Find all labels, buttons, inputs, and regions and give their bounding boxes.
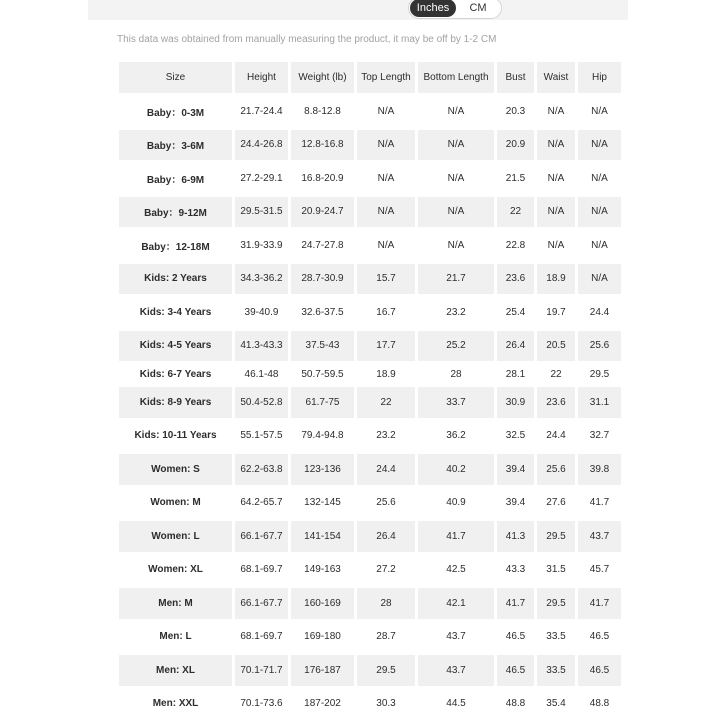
table-cell: 16.8-20.9: [291, 163, 354, 194]
size-label-cell: Men: XL: [119, 655, 232, 686]
table-cell: 25.6: [357, 488, 415, 519]
table-row: [119, 655, 621, 686]
table-cell: 22: [537, 364, 575, 384]
column-header: Top Length: [357, 62, 415, 93]
table-cell: 25.2: [418, 331, 494, 362]
table-cell: 40.2: [418, 454, 494, 485]
table-row: [119, 331, 621, 362]
table-cell: N/A: [537, 230, 575, 261]
size-label-cell: Women: M: [119, 488, 232, 519]
table-cell: 28.7-30.9: [291, 264, 354, 295]
table-cell: 27.6: [537, 488, 575, 519]
table-cell: 22: [497, 197, 534, 228]
table-cell: N/A: [537, 130, 575, 161]
table-cell: 37.5-43: [291, 331, 354, 362]
table-cell: 79.4-94.8: [291, 421, 354, 452]
table-cell: 141-154: [291, 521, 354, 552]
table-cell: 23.6: [537, 387, 575, 418]
size-label-cell: Kids: 10-11 Years: [119, 421, 232, 452]
table-row: [119, 364, 621, 384]
table-cell: 28.1: [497, 364, 534, 384]
table-cell: 24.4: [357, 454, 415, 485]
table-cell: 41.7: [578, 488, 621, 519]
size-label-cell: Baby：0-3M: [119, 96, 232, 127]
size-label-cell: Baby：12-18M: [119, 230, 232, 261]
table-cell: 32.7: [578, 421, 621, 452]
table-cell: N/A: [357, 163, 415, 194]
size-label-cell: Women: L: [119, 521, 232, 552]
table-cell: 22: [357, 387, 415, 418]
table-cell: N/A: [418, 163, 494, 194]
table-cell: 29.5: [537, 521, 575, 552]
table-cell: 28: [418, 364, 494, 384]
table-cell: 32.5: [497, 421, 534, 452]
table-cell: 12.8-16.8: [291, 130, 354, 161]
table-cell: 22.8: [497, 230, 534, 261]
table-cell: 25.4: [497, 297, 534, 328]
table-cell: 41.3-43.3: [235, 331, 288, 362]
table-row: [119, 689, 621, 717]
table-cell: 187-202: [291, 689, 354, 717]
size-label-cell: Men: L: [119, 622, 232, 653]
table-cell: 24.7-27.8: [291, 230, 354, 261]
table-cell: 64.2-65.7: [235, 488, 288, 519]
table-cell: 25.6: [537, 454, 575, 485]
table-cell: 55.1-57.5: [235, 421, 288, 452]
table-cell: 23.2: [357, 421, 415, 452]
column-header: Bottom Length: [418, 62, 494, 93]
table-cell: 43.7: [418, 622, 494, 653]
table-cell: 62.2-63.8: [235, 454, 288, 485]
table-cell: 46.5: [497, 655, 534, 686]
table-cell: 132-145: [291, 488, 354, 519]
table-row: [119, 555, 621, 586]
table-cell: 29.5: [537, 588, 575, 619]
table-cell: 8.8-12.8: [291, 96, 354, 127]
table-cell: 123-136: [291, 454, 354, 485]
table-cell: 27.2-29.1: [235, 163, 288, 194]
table-cell: N/A: [357, 96, 415, 127]
table-cell: N/A: [537, 163, 575, 194]
table-cell: 39-40.9: [235, 297, 288, 328]
table-cell: 39.8: [578, 454, 621, 485]
table-cell: 21.7-24.4: [235, 96, 288, 127]
table-cell: 41.7: [497, 588, 534, 619]
table-cell: 68.1-69.7: [235, 622, 288, 653]
table-cell: 43.7: [578, 521, 621, 552]
table-cell: 33.7: [418, 387, 494, 418]
table-cell: 42.5: [418, 555, 494, 586]
table-header-row: [119, 62, 621, 93]
table-cell: 68.1-69.7: [235, 555, 288, 586]
table-cell: 20.5: [537, 331, 575, 362]
table-cell: 18.9: [537, 264, 575, 295]
table-cell: N/A: [418, 130, 494, 161]
table-cell: 48.8: [497, 689, 534, 717]
table-cell: 44.5: [418, 689, 494, 717]
table-cell: 43.7: [418, 655, 494, 686]
size-label-cell: Baby：9-12M: [119, 197, 232, 228]
table-cell: 39.4: [497, 454, 534, 485]
table-cell: N/A: [537, 197, 575, 228]
table-cell: 23.2: [418, 297, 494, 328]
table-cell: 176-187: [291, 655, 354, 686]
table-cell: 26.4: [497, 331, 534, 362]
table-cell: 46.5: [578, 622, 621, 653]
table-cell: 32.6-37.5: [291, 297, 354, 328]
column-header: Bust: [497, 62, 534, 93]
table-cell: 24.4: [537, 421, 575, 452]
table-row: [119, 521, 621, 552]
table-cell: 19.7: [537, 297, 575, 328]
table-cell: N/A: [578, 230, 621, 261]
table-cell: 169-180: [291, 622, 354, 653]
table-cell: 26.4: [357, 521, 415, 552]
table-cell: 61.7-75: [291, 387, 354, 418]
table-cell: N/A: [418, 197, 494, 228]
table-cell: 70.1-73.6: [235, 689, 288, 717]
table-cell: 41.7: [418, 521, 494, 552]
table-cell: 45.7: [578, 555, 621, 586]
table-cell: 30.3: [357, 689, 415, 717]
size-table: [116, 59, 624, 717]
column-header: Size: [119, 62, 232, 93]
table-row: [119, 588, 621, 619]
table-cell: 21.7: [418, 264, 494, 295]
table-cell: N/A: [357, 230, 415, 261]
table-row: [119, 622, 621, 653]
table-cell: 66.1-67.7: [235, 588, 288, 619]
table-row: [119, 421, 621, 452]
size-label-cell: Women: S: [119, 454, 232, 485]
table-cell: 28: [357, 588, 415, 619]
table-cell: 23.6: [497, 264, 534, 295]
top-bar: [88, 0, 628, 20]
table-cell: 30.9: [497, 387, 534, 418]
table-cell: 41.3: [497, 521, 534, 552]
table-cell: N/A: [418, 96, 494, 127]
table-cell: 17.7: [357, 331, 415, 362]
table-row: [119, 163, 621, 194]
table-cell: 20.3: [497, 96, 534, 127]
table-cell: 160-169: [291, 588, 354, 619]
table-cell: 43.3: [497, 555, 534, 586]
table-cell: 24.4-26.8: [235, 130, 288, 161]
table-cell: N/A: [418, 230, 494, 261]
table-cell: 29.5-31.5: [235, 197, 288, 228]
table-cell: N/A: [357, 197, 415, 228]
table-row: [119, 488, 621, 519]
table-cell: 50.7-59.5: [291, 364, 354, 384]
table-cell: 20.9: [497, 130, 534, 161]
size-label-cell: Kids: 8-9 Years: [119, 387, 232, 418]
table-cell: 27.2: [357, 555, 415, 586]
table-cell: 46.5: [578, 655, 621, 686]
table-cell: 28.7: [357, 622, 415, 653]
size-label-cell: Kids: 6-7 Years: [119, 364, 232, 384]
inches-toggle-button[interactable]: Inches: [410, 0, 456, 17]
table-cell: N/A: [357, 130, 415, 161]
size-label-cell: Women: XL: [119, 555, 232, 586]
table-cell: 46.5: [497, 622, 534, 653]
table-cell: 42.1: [418, 588, 494, 619]
table-row: [119, 197, 621, 228]
table-cell: N/A: [578, 264, 621, 295]
table-cell: 18.9: [357, 364, 415, 384]
table-cell: 48.8: [578, 689, 621, 717]
table-cell: N/A: [578, 130, 621, 161]
table-cell: 39.4: [497, 488, 534, 519]
table-cell: 31.5: [537, 555, 575, 586]
table-row: [119, 96, 621, 127]
table-cell: 35.4: [537, 689, 575, 717]
size-label-cell: Kids: 4-5 Years: [119, 331, 232, 362]
table-cell: 46.1-48: [235, 364, 288, 384]
table-cell: 50.4-52.8: [235, 387, 288, 418]
table-cell: N/A: [578, 163, 621, 194]
table-row: [119, 387, 621, 418]
table-cell: 31.1: [578, 387, 621, 418]
table-row: [119, 130, 621, 161]
table-row: [119, 230, 621, 261]
size-label-cell: Men: XXL: [119, 689, 232, 717]
cm-toggle-button[interactable]: CM: [469, 2, 487, 14]
table-row: [119, 264, 621, 295]
table-cell: 21.5: [497, 163, 534, 194]
table-cell: 15.7: [357, 264, 415, 295]
size-label-cell: Kids: 3-4 Years: [119, 297, 232, 328]
measurement-note: This data was obtained from manually measuring the product, it may be off by 1-2 CM: [117, 34, 497, 45]
table-cell: 33.5: [537, 622, 575, 653]
table-cell: 25.6: [578, 331, 621, 362]
table-cell: 40.9: [418, 488, 494, 519]
table-cell: N/A: [537, 96, 575, 127]
size-label-cell: Baby：6-9M: [119, 163, 232, 194]
table-cell: 29.5: [578, 364, 621, 384]
table-cell: N/A: [578, 197, 621, 228]
table-cell: 33.5: [537, 655, 575, 686]
table-row: [119, 454, 621, 485]
table-cell: 20.9-24.7: [291, 197, 354, 228]
table-cell: 34.3-36.2: [235, 264, 288, 295]
column-header: Height: [235, 62, 288, 93]
table-cell: 24.4: [578, 297, 621, 328]
table-cell: 149-163: [291, 555, 354, 586]
size-label-cell: Baby：3-6M: [119, 130, 232, 161]
column-header: Hip: [578, 62, 621, 93]
table-cell: 16.7: [357, 297, 415, 328]
column-header: Weight (lb): [291, 62, 354, 93]
table-cell: N/A: [578, 96, 621, 127]
table-cell: 36.2: [418, 421, 494, 452]
table-cell: 66.1-67.7: [235, 521, 288, 552]
unit-toggle: [408, 0, 502, 19]
table-cell: 41.7: [578, 588, 621, 619]
column-header: Waist: [537, 62, 575, 93]
table-row: [119, 297, 621, 328]
table-cell: 29.5: [357, 655, 415, 686]
table-cell: 31.9-33.9: [235, 230, 288, 261]
size-label-cell: Kids: 2 Years: [119, 264, 232, 295]
table-cell: 70.1-71.7: [235, 655, 288, 686]
size-label-cell: Men: M: [119, 588, 232, 619]
